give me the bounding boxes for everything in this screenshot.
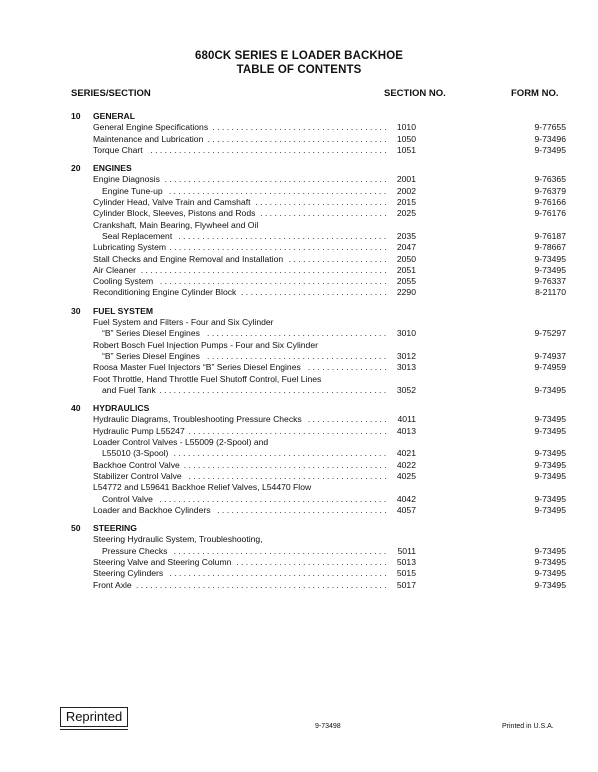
form-number: 9-76187 — [534, 230, 566, 241]
form-number: 9-75297 — [534, 328, 566, 339]
toc-entry-row — [0, 482, 598, 493]
toc-entry — [102, 186, 413, 197]
toc-entry — [93, 122, 413, 133]
toc-entry-row — [0, 414, 598, 425]
toc-section — [0, 163, 598, 299]
entry-title: Loader Control Valves - L55009 (2-Spool) and — [93, 437, 272, 447]
toc-entry-row — [0, 328, 598, 339]
toc-entry-row — [0, 276, 598, 287]
toc-entry — [93, 197, 413, 208]
entry-title: General Engine Specifications — [93, 122, 212, 132]
toc-entry-row — [0, 505, 598, 516]
toc-entry — [93, 254, 413, 265]
toc-entry — [93, 557, 413, 568]
entry-title: Reconditioning Engine Cylinder Block — [93, 287, 240, 297]
toc-section — [0, 403, 598, 516]
form-number: 9-73495 — [534, 425, 566, 436]
toc-entry — [93, 174, 413, 185]
toc-entry — [102, 385, 413, 396]
toc-entry-row — [0, 362, 598, 373]
form-number: 9-77655 — [534, 122, 566, 133]
stamp-underline — [60, 729, 128, 730]
entry-title: “B” Series Diesel Engines — [102, 328, 204, 338]
toc-entry-row — [0, 351, 598, 362]
form-number: 9-73495 — [534, 568, 566, 579]
entry-title: Fuel System and Filters - Four and Six Cylinder — [93, 317, 278, 327]
toc-entry — [93, 220, 413, 231]
section-number: 2015 — [388, 197, 416, 208]
entry-title: L55010 (3-Spool) — [102, 448, 172, 458]
section-number: 2035 — [388, 231, 416, 242]
entry-title: Cylinder Head, Valve Train and Camshaft — [93, 197, 254, 207]
entry-title: Engine Tune-up — [102, 186, 167, 196]
entry-title: Air Cleaner — [93, 265, 140, 275]
form-number: 9-73495 — [534, 579, 566, 590]
section-number: 2047 — [388, 242, 416, 253]
toc-entry-row — [0, 265, 598, 276]
section-number: 4011 — [388, 414, 416, 425]
entry-title: Torque Chart — [93, 145, 147, 155]
series-number: 20 — [71, 163, 81, 174]
toc-entry-row — [0, 317, 598, 328]
toc-entry — [93, 134, 413, 145]
form-number: 9-73495 — [534, 144, 566, 155]
section-number: 4025 — [388, 471, 416, 482]
toc-entry — [93, 471, 413, 482]
toc-entry-row — [0, 242, 598, 253]
toc-entry — [102, 546, 413, 557]
section-number: 4013 — [388, 426, 416, 437]
entry-title: Maintenance and Lubrication — [93, 134, 207, 144]
toc-entry — [102, 231, 413, 242]
section-number: 4042 — [388, 494, 416, 505]
series-number: 50 — [71, 523, 81, 534]
section-number: 5013 — [388, 557, 416, 568]
toc-entry-row — [0, 494, 598, 505]
section-number: 1051 — [388, 145, 416, 156]
form-number: 9-73495 — [534, 556, 566, 567]
table-of-contents — [0, 111, 598, 598]
toc-entry-row — [0, 186, 598, 197]
toc-entry-row — [0, 340, 598, 351]
toc-entry-row — [0, 374, 598, 385]
entry-title: Lubricating System — [93, 242, 170, 252]
toc-section — [0, 306, 598, 396]
section-number: 2001 — [388, 174, 416, 185]
footer-form-number: 9-73498 — [315, 723, 341, 730]
section-number: 2055 — [388, 276, 416, 287]
toc-entry-row — [0, 174, 598, 185]
entry-title: Control Valve — [102, 494, 157, 504]
series-title: HYDRAULICS — [93, 403, 150, 414]
entry-title: Seal Replacement — [102, 231, 176, 241]
toc-entry-row — [0, 448, 598, 459]
toc-entry-row — [0, 534, 598, 545]
form-number: 9-73495 — [534, 414, 566, 425]
form-number: 9-76176 — [534, 208, 566, 219]
toc-entry — [93, 145, 413, 156]
toc-section — [0, 523, 598, 591]
form-number: 9-73495 — [534, 459, 566, 470]
section-heading-row — [0, 523, 598, 534]
form-number: 9-73495 — [534, 470, 566, 481]
entry-title: Engine Diagnosis — [93, 174, 164, 184]
entry-title: Hydraulic Pump L55247 — [93, 426, 189, 436]
form-number: 9-73495 — [534, 264, 566, 275]
toc-entry-row — [0, 134, 598, 145]
toc-entry — [93, 482, 413, 493]
toc-entry-row — [0, 145, 598, 156]
section-number: 4057 — [388, 505, 416, 516]
toc-entry-row — [0, 231, 598, 242]
column-header-form: FORM NO. — [511, 88, 559, 99]
form-number: 9-73495 — [534, 545, 566, 556]
column-header-section: SECTION NO. — [384, 88, 446, 99]
toc-entry — [102, 351, 413, 362]
toc-entry-row — [0, 254, 598, 265]
toc-entry — [102, 328, 413, 339]
form-number: 8-21170 — [535, 287, 566, 298]
toc-entry-row — [0, 557, 598, 568]
toc-section — [0, 111, 598, 156]
entry-title: L54772 and L59641 Backhoe Relief Valves, L54470 Flow — [93, 482, 315, 492]
entry-title: Front Axle — [93, 580, 136, 590]
entry-title: Foot Throttle, Hand Throttle Fuel Shutoff Control, Fuel Lines — [93, 374, 325, 384]
section-number: 3052 — [388, 385, 416, 396]
toc-entry — [93, 340, 413, 351]
toc-entry-row — [0, 197, 598, 208]
toc-entry-row — [0, 122, 598, 133]
section-number: 2051 — [388, 265, 416, 276]
form-number: 9-78667 — [534, 242, 566, 253]
toc-entry — [93, 362, 413, 373]
footer-printed-in: Printed in U.S.A. — [502, 723, 554, 730]
form-number: 9-73495 — [534, 253, 566, 264]
toc-entry — [93, 505, 413, 516]
form-number: 9-73495 — [534, 504, 566, 515]
section-number: 5015 — [388, 568, 416, 579]
toc-entry — [93, 242, 413, 253]
toc-entry — [93, 208, 413, 219]
entry-title: Pressure Checks — [102, 546, 171, 556]
entry-title: Cylinder Block, Sleeves, Pistons and Rods — [93, 208, 259, 218]
toc-entry — [93, 414, 413, 425]
entry-title: Roosa Master Fuel Injectors “B” Series Diesel Engines — [93, 362, 305, 372]
entry-title: Loader and Backhoe Cylinders — [93, 505, 215, 515]
entry-title: Steering Valve and Steering Column — [93, 557, 235, 567]
toc-entry — [93, 287, 413, 298]
toc-entry-row — [0, 437, 598, 448]
toc-entry — [93, 580, 413, 591]
entry-title: and Fuel Tank — [102, 385, 160, 395]
section-number: 3013 — [388, 362, 416, 373]
section-number: 3012 — [388, 351, 416, 362]
entry-title: Steering Hydraulic System, Troubleshooting, — [93, 534, 267, 544]
section-heading-row — [0, 163, 598, 174]
toc-entry-row — [0, 580, 598, 591]
toc-entry — [102, 494, 413, 505]
section-number: 2290 — [388, 287, 416, 298]
section-number: 4021 — [388, 448, 416, 459]
series-title: GENERAL — [93, 111, 136, 121]
toc-entry-row — [0, 287, 598, 298]
section-number: 4022 — [388, 460, 416, 471]
section-heading-row — [0, 111, 598, 122]
form-number: 9-76379 — [534, 185, 566, 196]
reprinted-stamp: Reprinted — [60, 707, 128, 727]
series-title: FUEL SYSTEM — [93, 305, 154, 316]
toc-entry-row — [0, 546, 598, 557]
series-number: 40 — [71, 403, 81, 414]
section-number: 2050 — [388, 254, 416, 265]
section-number: 5017 — [388, 580, 416, 591]
form-number: 9-76166 — [534, 197, 566, 208]
toc-entry — [93, 568, 413, 579]
toc-entry — [93, 426, 413, 437]
entry-title: Steering Cylinders — [93, 568, 167, 578]
toc-entry-row — [0, 426, 598, 437]
entry-title: Crankshaft, Main Bearing, Flywheel and Oil — [93, 220, 262, 230]
section-number: 2025 — [388, 208, 416, 219]
toc-entry — [93, 437, 413, 448]
section-number: 1050 — [388, 134, 416, 145]
form-number: 9-73495 — [534, 493, 566, 504]
form-number: 9-76337 — [534, 276, 566, 287]
series-title: STEERING — [93, 523, 137, 534]
toc-entry — [93, 374, 413, 385]
form-number: 9-73495 — [534, 384, 566, 395]
toc-entry — [93, 265, 413, 276]
series-title: ENGINES — [93, 163, 132, 174]
toc-entry — [93, 534, 413, 545]
section-number: 5011 — [388, 546, 416, 557]
section-heading-row — [0, 306, 598, 317]
toc-entry — [93, 460, 413, 471]
entry-title: Hydraulic Diagrams, Troubleshooting Pressure Checks — [93, 414, 306, 424]
form-number: 9-76365 — [534, 174, 566, 185]
toc-entry-row — [0, 208, 598, 219]
toc-entry — [93, 276, 413, 287]
section-number: 3010 — [388, 328, 416, 339]
form-number: 9-73495 — [534, 448, 566, 459]
toc-entry — [93, 317, 413, 328]
toc-entry-row — [0, 568, 598, 579]
document-title: 680CK SERIES E LOADER BACKHOE — [194, 50, 404, 62]
series-number: 10 — [71, 111, 81, 121]
toc-entry-row — [0, 220, 598, 231]
toc-entry — [102, 448, 413, 459]
entry-title: Backhoe Control Valve — [93, 460, 184, 470]
entry-title: “B” Series Diesel Engines — [102, 351, 204, 361]
section-number: 1010 — [388, 122, 416, 133]
series-number: 30 — [71, 305, 81, 316]
toc-entry-row — [0, 460, 598, 471]
entry-title: Stabilizer Control Valve — [93, 471, 186, 481]
section-heading-row — [0, 403, 598, 414]
section-number: 2002 — [388, 186, 416, 197]
entry-title: Stall Checks and Engine Removal and Installation — [93, 254, 287, 264]
form-number: 9-74937 — [534, 350, 566, 361]
document-subtitle: TABLE OF CONTENTS — [236, 64, 362, 76]
entry-title: Cooling System — [93, 276, 157, 286]
form-number: 9-74959 — [534, 362, 566, 373]
form-number: 9-73496 — [534, 133, 566, 144]
toc-entry-row — [0, 471, 598, 482]
column-header-series: SERIES/SECTION — [71, 88, 151, 99]
toc-entry-row — [0, 385, 598, 396]
entry-title: Robert Bosch Fuel Injection Pumps - Four and Six Cylinder — [93, 340, 322, 350]
